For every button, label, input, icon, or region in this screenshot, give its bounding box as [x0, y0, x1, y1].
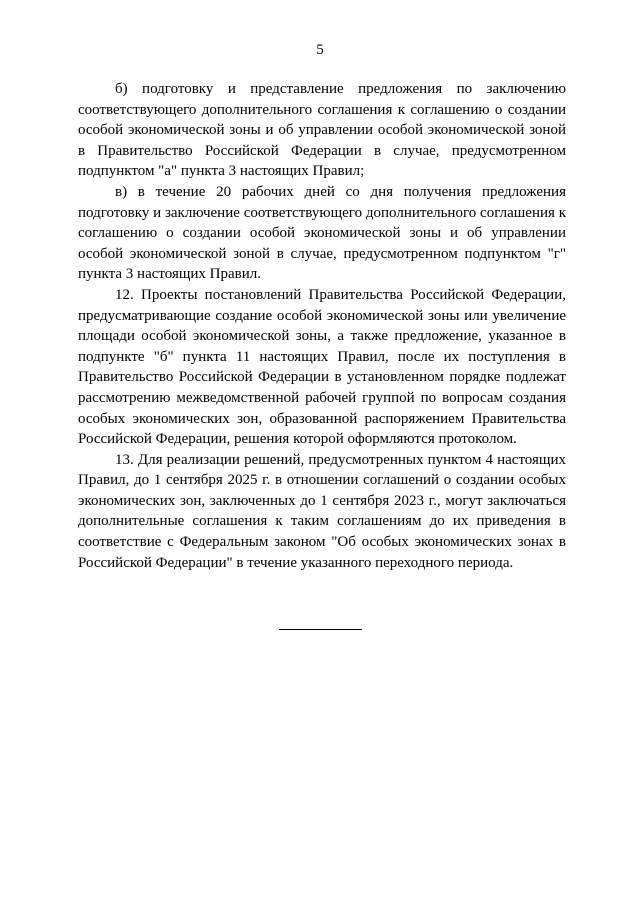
paragraph-11v: в) в течение 20 рабочих дней со дня получения предложения подготовку и заключение соответствующего дополнительного соглашения к соглашению о создании особой экономической зоны и об управлении особой экономической зоной в случае, предусмотренном подпунктом "г" пункта 3 настоящих Правил.: [78, 183, 566, 283]
document-body: [78, 79, 566, 573]
page-number: 5: [316, 42, 324, 58]
paragraph-12: 12. Проекты постановлений Правительства Российской Федерации, предусматривающие создание особой экономической зоны или увеличение площади особой экономической зоны, а также предложение, указанное в подпункте "б" пункта 11 настоящих Правил, после их поступления в Правительство Российской Федерации в установленном порядке подлежат рассмотрению межведомственной рабочей группой по вопросам создания особых экономических зон, образованной распоряжением Правительства Российской Федерации, решения которой оформляются протоколом.: [78, 286, 566, 448]
paragraph-11b: б) подготовку и представление предложения по заключению соответствующего дополнительного соглашения к соглашению о создании особой экономической зоны и об управлении особой экономической зоной в Правительство Российской Федерации в случае, предусмотренном подпунктом "а" пункта 3 настоящих Правил;: [78, 81, 566, 180]
paragraph-13: 13. Для реализации решений, предусмотренных пунктом 4 настоящих Правил, до 1 сентября 2025 г. в отношении соглашений о создании особых экономических зон, заключенных до 1 сентября 2023 г., могут заключаться дополнительные соглашения к таким соглашениям до их приведения в соответствие с Федеральным законом "Об особых экономических зонах в Российской Федерации" в течение указанного переходного периода.: [78, 451, 566, 571]
end-separator-line: [279, 629, 362, 630]
